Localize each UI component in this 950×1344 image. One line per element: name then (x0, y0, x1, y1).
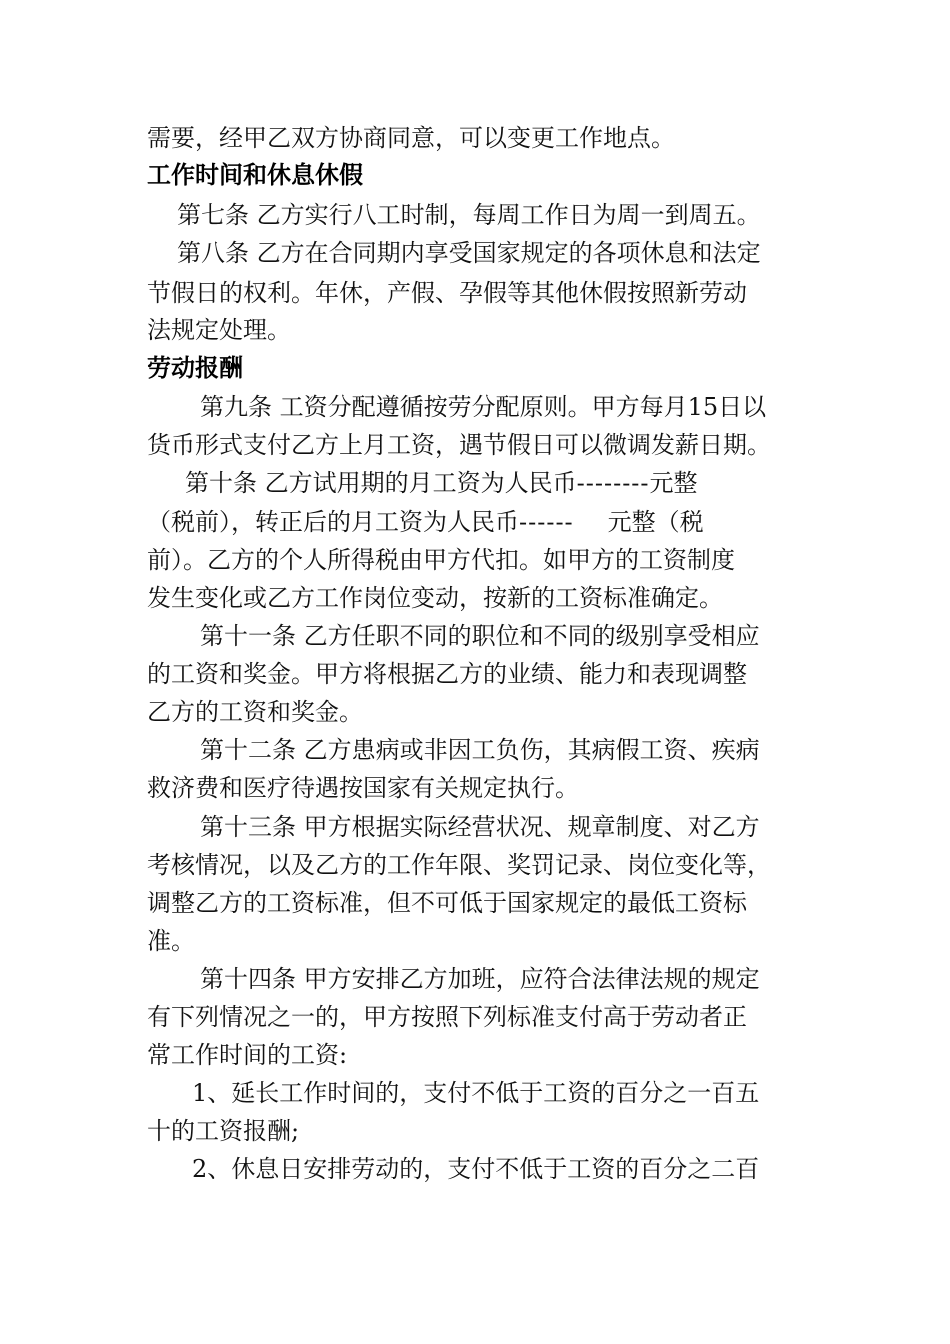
text-line: 常工作时间的工资: (147, 1041, 348, 1069)
list-item-1: 1、延长工作时间的，支付不低于工资的百分之一百五 (192, 1079, 760, 1107)
article-10-text: 第十条 乙方试用期的月工资为人民币 (185, 469, 577, 497)
text-line: 调整乙方的工资标准，但不可低于国家规定的最低工资标 (147, 889, 747, 917)
text-line: 需要，经甲乙双方协商同意，可以变更工作地点。 (147, 124, 675, 152)
text-line: 前）。乙方的个人所得税由甲方代扣。如甲方的工资制度 (147, 546, 735, 574)
text-line: 乙方的工资和奖金。 (147, 698, 363, 726)
text-segment: （税前），转正后的月工资为人民币 (147, 508, 519, 536)
text-line: 有下列情况之一的，甲方按照下列标准支付高于劳动者正 (147, 1003, 747, 1031)
text-line: 节假日的权利。年休，产假、孕假等其他休假按照新劳动 (147, 279, 747, 307)
article-10-line (185, 468, 807, 498)
article-14-line: 第十四条 甲方安排乙方加班，应符合法律法规的规定 (200, 965, 760, 993)
currency-unit-text: 元整（税 (607, 508, 704, 536)
probation-salary-blank: -------- (576, 469, 650, 497)
article-11-line: 第十一条 乙方任职不同的职位和不同的级别享受相应 (200, 622, 760, 650)
text-line: 救济费和医疗待遇按国家有关规定执行。 (147, 774, 579, 802)
article-13-line: 第十三条 甲方根据实际经营状况、规章制度、对乙方 (200, 813, 760, 841)
currency-unit-text: 元整 (649, 469, 698, 497)
text-line: 十的工资报酬; (147, 1117, 300, 1145)
text-line: 考核情况，以及乙方的工作年限、奖罚记录、岗位变化等， (147, 851, 771, 879)
article-9-line: 第九条 工资分配遵循按劳分配原则。甲方每月15日以 (200, 393, 767, 421)
regular-salary-blank: ------ (519, 508, 574, 536)
text-line (147, 507, 807, 537)
article-7-line: 第七条 乙方实行八工时制，每周工作日为周一到周五。 (177, 201, 761, 229)
text-line: 准。 (147, 927, 195, 955)
text-line: 的工资和奖金。甲方将根据乙方的业绩、能力和表现调整 (147, 660, 747, 688)
article-12-line: 第十二条 乙方患病或非因工负伤，其病假工资、疾病 (200, 736, 760, 764)
section-heading-work-hours: 工作时间和休息休假 (147, 161, 363, 189)
text-line: 发生变化或乙方工作岗位变动，按新的工资标准确定。 (147, 584, 723, 612)
text-line: 货币形式支付乙方上月工资，遇节假日可以微调发薪日期。 (147, 431, 771, 459)
list-item-2: 2、休息日安排劳动的，支付不低于工资的百分之二百 (192, 1155, 760, 1183)
section-heading-remuneration: 劳动报酬 (147, 354, 243, 382)
text-line: 法规定处理。 (147, 316, 291, 344)
article-8-line: 第八条 乙方在合同期内享受国家规定的各项休息和法定 (177, 239, 761, 267)
